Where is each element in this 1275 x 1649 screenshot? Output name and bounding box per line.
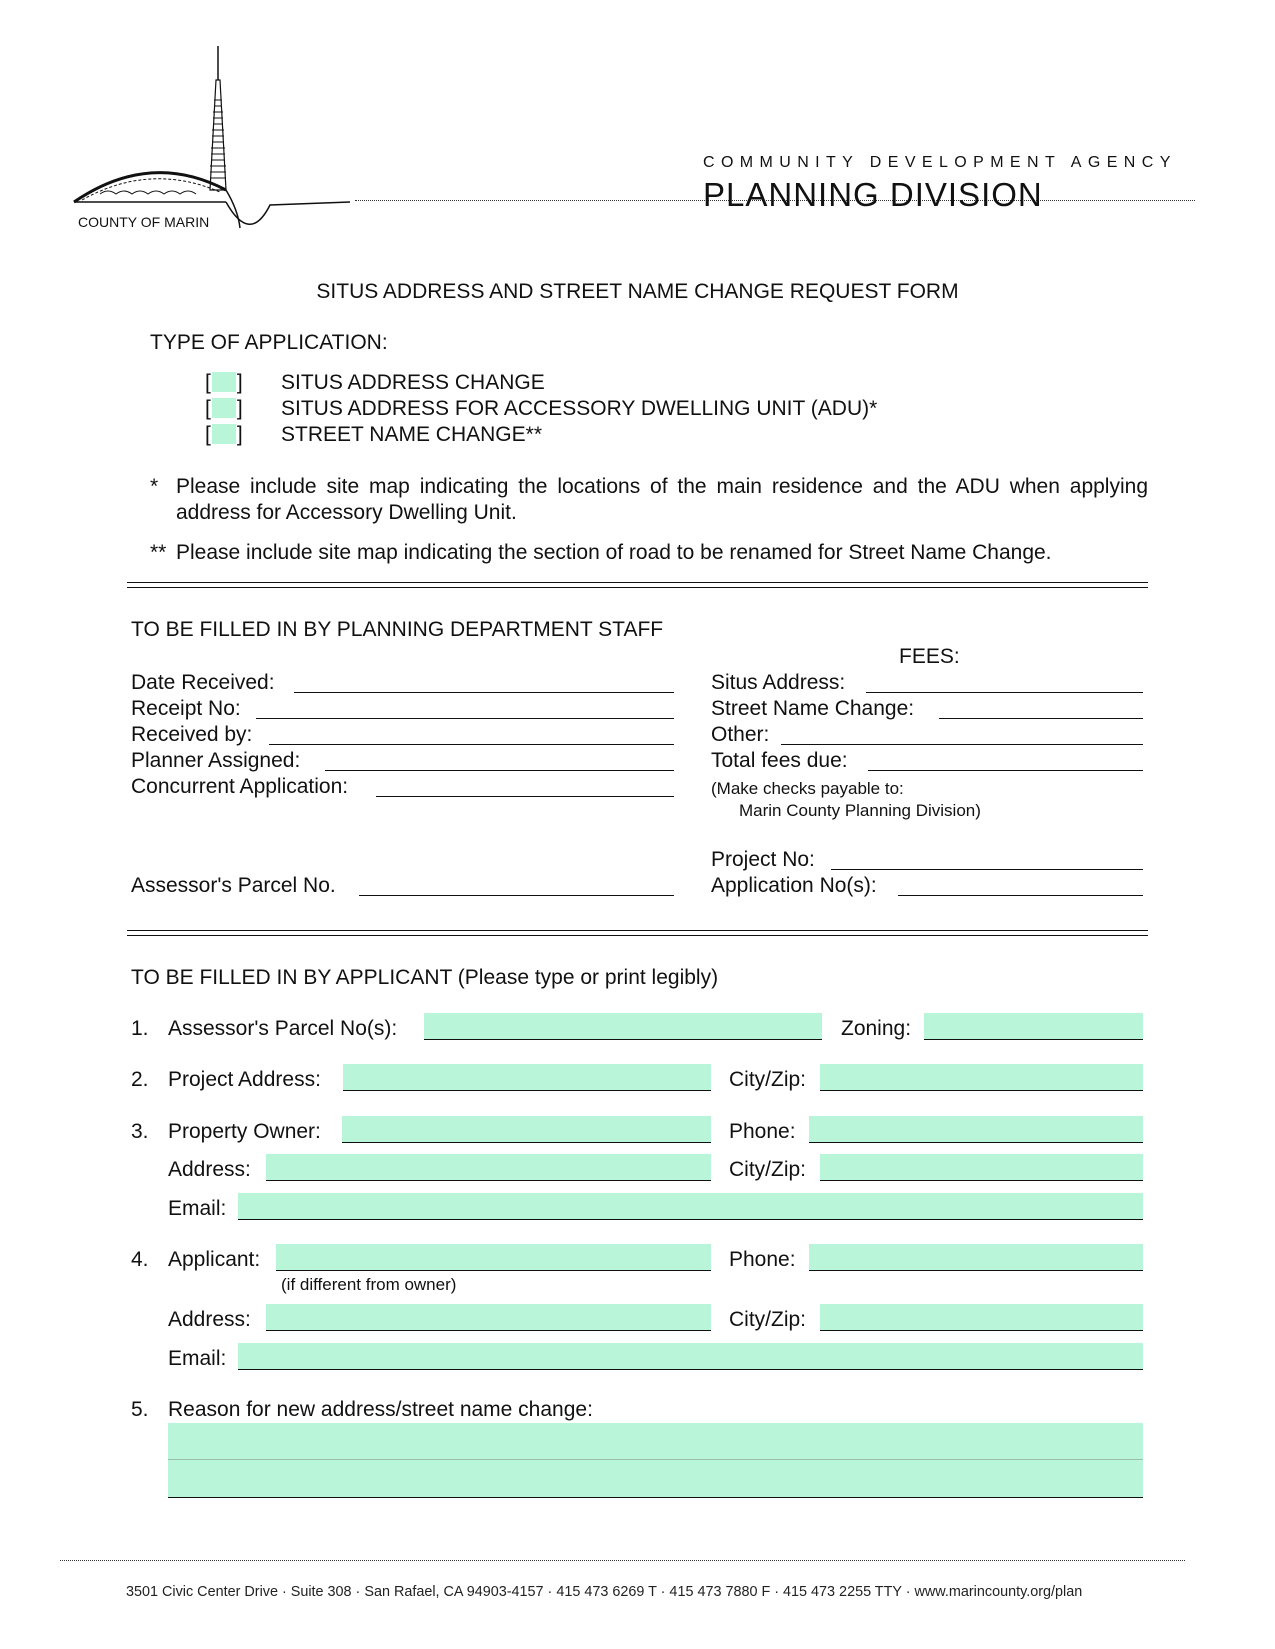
field-reason[interactable] [168,1423,1143,1498]
item-number-3: 3. [131,1120,149,1143]
field-zoning[interactable] [924,1013,1143,1040]
field-parcel-nos[interactable] [424,1013,822,1040]
item-number-2: 2. [131,1068,149,1091]
logo-text: COUNTY OF MARIN [78,214,210,230]
checkbox-box[interactable] [212,372,236,392]
note-marker-1: * [150,475,159,498]
field-applicant-email[interactable] [238,1343,1143,1370]
staff-label-received-by: Received by: [131,723,253,746]
label-reason: Reason for new address/street name change: [168,1398,593,1421]
staff-line [831,869,1143,870]
field-applicant[interactable] [276,1244,711,1271]
field-project-address[interactable] [343,1064,711,1091]
applicant-heading: TO BE FILLED IN BY APPLICANT (Please type or print legibly) [131,966,719,989]
label-project-address: Project Address: [168,1068,321,1091]
label-parcel-nos: Assessor's Parcel No(s): [168,1017,398,1040]
label-applicant: Applicant: [168,1248,261,1271]
field-project-city-zip[interactable] [820,1064,1143,1091]
label-phone: Phone: [729,1120,796,1143]
reason-line-divider [168,1459,1143,1460]
footer-dotted-rule [60,1560,1185,1561]
application-type-heading: TYPE OF APPLICATION: [150,331,388,354]
staff-line [376,796,674,797]
staff-line [325,770,674,771]
staff-label-other-fee: Other: [711,723,770,746]
staff-line [256,718,674,719]
staff-heading: TO BE FILLED IN BY PLANNING DEPARTMENT STAFF [131,618,664,641]
option-label-adu-address: SITUS ADDRESS FOR ACCESSORY DWELLING UNIT (ADU)* [281,397,878,420]
checkbox-box[interactable] [212,424,236,444]
fees-heading: FEES: [899,645,960,668]
field-owner-address[interactable] [266,1154,711,1181]
label-address: Address: [168,1308,251,1331]
footer-contact: 3501 Civic Center Drive · Suite 308 · San Rafael, CA 94903-4157 · 415 473 6269 T · 415 473 7880 F · 415 473 2255 TTY · www.marincounty.org/plan [126,1584,1083,1600]
staff-label-receipt-no: Receipt No: [131,697,241,720]
staff-label-project-no: Project No: [711,848,815,871]
section-divider-1 [127,582,1148,588]
note-adu: Please include site map indicating the locations of the main residence and the ADU when applying address for Accessory Dwelling Unit. [176,475,1148,524]
staff-line [866,692,1143,693]
checkbox-adu-address[interactable]: [ ] [205,397,243,420]
label-city-zip: City/Zip: [729,1068,807,1091]
checkbox-street-name-change[interactable]: [ ] [205,423,243,446]
staff-line [269,744,674,745]
staff-line [868,770,1143,771]
form-title: SITUS ADDRESS AND STREET NAME CHANGE REQUEST FORM [316,280,959,303]
checks-note-1: (Make checks payable to: [711,779,904,798]
division-name: PLANNING DIVISION [703,176,1043,213]
staff-label-street-fee: Street Name Change: [711,697,915,720]
label-address: Address: [168,1158,251,1181]
field-owner-phone[interactable] [809,1116,1143,1143]
staff-label-concurrent: Concurrent Application: [131,775,349,798]
staff-label-total-fee: Total fees due: [711,749,848,772]
staff-label-application-nos: Application No(s): [711,874,877,897]
staff-label-assessor-parcel: Assessor's Parcel No. [131,874,336,897]
field-owner-email[interactable] [238,1193,1143,1220]
field-owner-city-zip[interactable] [820,1154,1143,1181]
checks-note-2: Marin County Planning Division) [739,801,981,820]
label-email: Email: [168,1347,227,1370]
field-applicant-phone[interactable] [809,1244,1143,1271]
option-label-street-name-change: STREET NAME CHANGE** [281,423,542,446]
staff-label-date-received: Date Received: [131,671,275,694]
field-property-owner[interactable] [342,1116,711,1143]
option-label-situs-address-change: SITUS ADDRESS CHANGE [281,371,545,394]
checkbox-box[interactable] [212,398,236,418]
label-phone: Phone: [729,1248,796,1271]
label-zoning: Zoning: [841,1017,912,1040]
label-city-zip: City/Zip: [729,1308,807,1331]
staff-line [898,895,1143,896]
staff-line [359,895,674,896]
staff-line [939,718,1143,719]
label-property-owner: Property Owner: [168,1120,321,1143]
county-logo [60,40,380,250]
note-street: Please include site map indicating the section of road to be renamed for Street Name Change. [176,541,1052,564]
checkbox-situs-address-change[interactable]: [ ] [205,371,243,394]
item-number-5: 5. [131,1398,149,1421]
staff-line [294,692,674,693]
staff-line [781,744,1143,745]
note-marker-2: ** [150,541,167,564]
item-number-4: 4. [131,1248,149,1271]
staff-label-planner: Planner Assigned: [131,749,301,772]
section-divider-2 [127,930,1148,936]
label-email: Email: [168,1197,227,1220]
agency-name: COMMUNITY DEVELOPMENT AGENCY [703,154,1177,171]
label-city-zip: City/Zip: [729,1158,807,1181]
field-applicant-address[interactable] [266,1304,711,1331]
item-number-1: 1. [131,1017,149,1040]
field-applicant-city-zip[interactable] [820,1304,1143,1331]
staff-label-situs-fee: Situs Address: [711,671,846,694]
if-different-note: (if different from owner) [281,1275,457,1294]
